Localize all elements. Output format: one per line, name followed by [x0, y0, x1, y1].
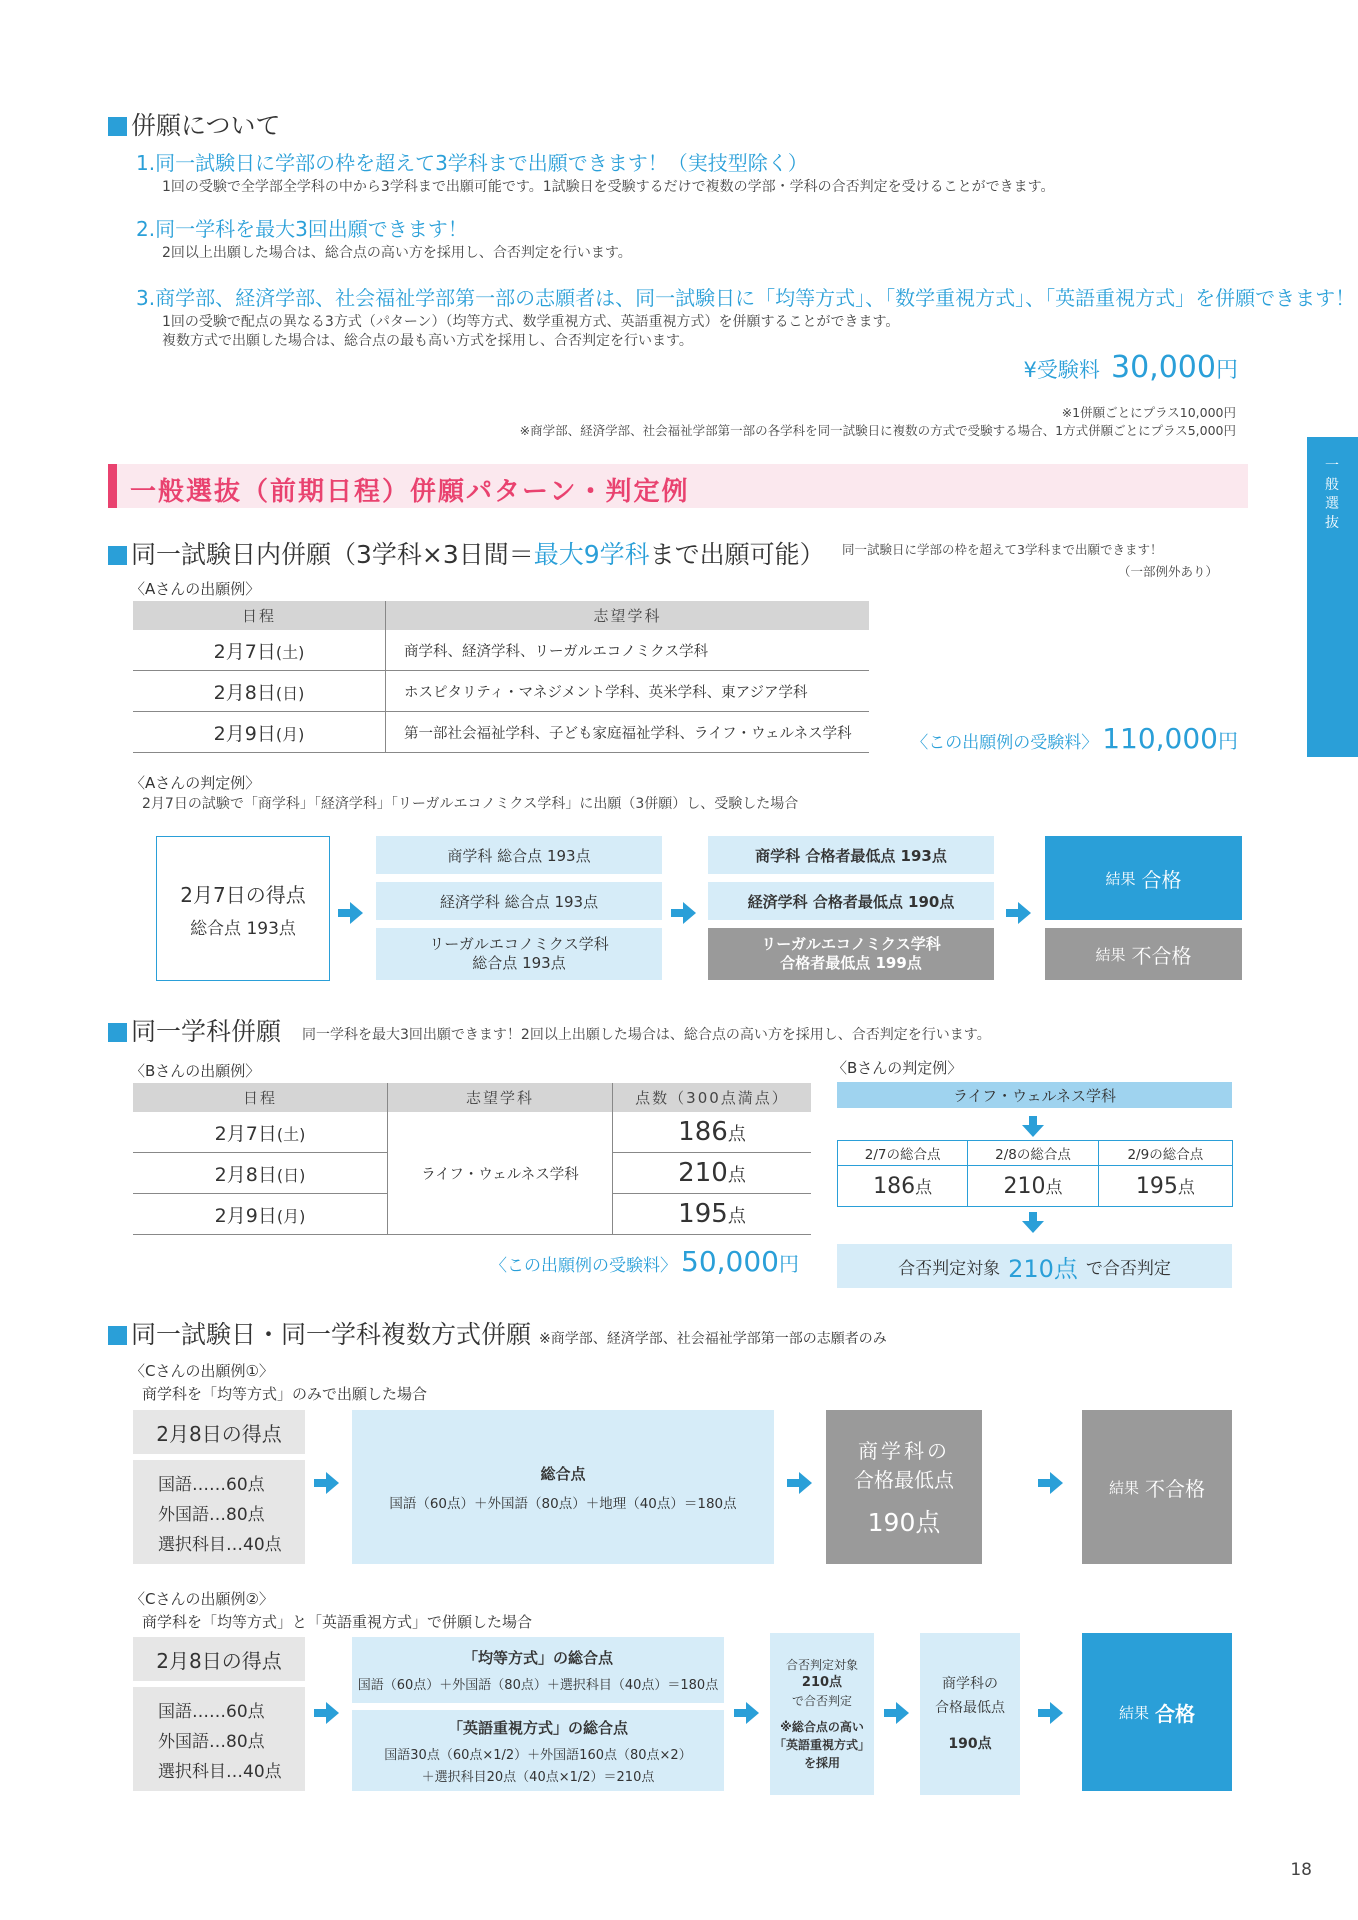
section-title-same-day: 同一試験日内併願（3学科×3日間＝最大9学科まで出願可能） — [108, 535, 825, 571]
square-bullet-icon — [108, 546, 127, 565]
header-dept: 志望学科 — [386, 601, 870, 630]
row-date: 2月7日(土) — [133, 1112, 388, 1153]
arrow-right-icon — [671, 902, 697, 924]
section-title-same-dept: 同一学科併願 — [108, 1012, 281, 1048]
arrow-down-icon — [1022, 1212, 1044, 1234]
score-line: 国語……60点 — [158, 1475, 265, 1495]
header-dept: 志望学科 — [388, 1083, 613, 1112]
banner-title: 一般選抜（前期日程）併願パターン・判定例 — [130, 477, 690, 507]
same-dept-desc: 同一学科を最大3回出願できます！2回以上出願した場合は、総合点の高い方を採用し、合否判定を行います。 — [302, 1027, 991, 1043]
judge-score: 195点 — [1135, 1174, 1195, 1199]
judge-b-label: 〈Bさんの判定例〉 — [832, 1059, 963, 1077]
arrow-right-icon — [314, 1472, 340, 1494]
arrow-right-icon — [734, 1702, 760, 1724]
item3-text2: 複数方式で出願した場合は、総合点の最も高い方式を採用し、合否判定を行います。 — [162, 333, 693, 349]
judge-a-desc: 2月7日の試験で「商学科」「経済学科」「リーガルエコノミクス学科」に出願（3併願）し、受験した場合 — [142, 796, 799, 812]
item1-title: 1.同一試験日に学部の枠を超えて3学科まで出願できます！（実技型除く） — [136, 151, 808, 175]
arrow-down-icon — [1022, 1116, 1044, 1138]
example-a-label: 〈Aさんの出願例〉 — [130, 580, 261, 598]
fee-total: ¥受験料 30,000円 — [1023, 350, 1238, 385]
arrow-right-icon — [1038, 1472, 1064, 1494]
c2-english-total: 「英語重視方式」の総合点 国語30点（60点×1/2）＋外国語160点（80点×2） ＋選択科目20点（40点×1/2）＝210点 — [352, 1710, 724, 1791]
judge-a-label: 〈Aさんの判定例〉 — [130, 774, 261, 792]
table-row — [133, 671, 869, 712]
score-line: 選択科目…40点 — [158, 1535, 282, 1555]
judge-b-final: 合否判定対象 210点 で合否判定 — [837, 1244, 1232, 1288]
c1-total: 総合点 国語（60点）＋外国語（80点）＋地理（40点）＝180点 — [352, 1410, 774, 1564]
score-line: 国語……60点 — [158, 1702, 265, 1722]
score-economics: 経済学科 総合点 193点 — [376, 882, 662, 920]
example-b-fee: 〈この出願例の受験料〉 50,000円 — [490, 1245, 799, 1278]
example-b-table — [133, 1083, 811, 1235]
arrow-right-icon — [1038, 1702, 1064, 1724]
judge-header: 2/8の総合点 — [968, 1141, 1098, 1166]
row-dept: 第一部社会福祉学科、子ども家庭福祉学科、ライフ・ウェルネス学科 — [386, 712, 870, 753]
row-date: 2月8日(日) — [133, 1153, 388, 1194]
arrow-right-icon — [338, 902, 364, 924]
score-box-a: 2月7日の得点 総合点 193点 — [156, 836, 330, 981]
min-economics: 経済学科 合格者最低点 190点 — [708, 882, 994, 920]
arrow-right-icon — [884, 1702, 910, 1724]
square-bullet-icon — [108, 117, 127, 136]
square-bullet-icon — [108, 1023, 127, 1042]
row-date: 2月9日(月) — [133, 712, 386, 753]
judge-header: 2/7の総合点 — [838, 1141, 968, 1166]
example-c1-label: 〈Cさんの出願例①〉 — [130, 1362, 274, 1380]
c2-target: 合否判定対象 210点 で合否判定 ※総合点の高い 「英語重視方式」 を採用 — [770, 1633, 874, 1795]
item2-title: 2.同一学科を最大3回出願できます！ — [136, 217, 468, 241]
row-dept: ホスピタリティ・マネジメント学科、英米学科、東アジア学科 — [386, 671, 870, 712]
min-legal: リーガルエコノミクス学科 合格者最低点 199点 — [708, 928, 994, 980]
square-bullet-icon — [108, 1326, 127, 1345]
table-row — [133, 712, 869, 753]
item3-title: 3.商学部、経済学部、社会福祉学部第一部の志願者は、同一試験日に「均等方式」、「数学重視方式」、「英語重視方式」を併願できます！ — [136, 286, 1356, 310]
header-date: 日程 — [133, 601, 386, 630]
c1-min: 商学科の 合格最低点 190点 — [826, 1410, 982, 1564]
example-a-fee: 〈この出願例の受験料〉 110,000円 — [911, 722, 1238, 755]
side-tab[interactable] — [1307, 437, 1358, 757]
score-line: 外国語…80点 — [158, 1505, 265, 1525]
judge-header: 2/9の総合点 — [1098, 1141, 1232, 1166]
fee-note2: ※商学部、経済学部、社会福祉学部第一部の各学科を同一試験日に複数の方式で受験する場合、1方式併願ごとにプラス5,000円 — [519, 423, 1236, 438]
header-score: 点数（300点満点） — [613, 1083, 812, 1112]
example-c2-desc: 商学科を「均等方式」と「英語重視方式」で併願した場合 — [142, 1613, 533, 1631]
row-dept: 商学科、経済学科、リーガルエコノミクス学科 — [386, 630, 870, 671]
c1-score-title: 2月8日の得点 — [133, 1410, 305, 1454]
item3-text1: 1回の受験で配点の異なる3方式（パターン）（均等方式、数学重視方式、英語重視方式）を併願することができます。 — [162, 314, 900, 330]
arrow-right-icon — [314, 1702, 340, 1724]
c2-score-title: 2月8日の得点 — [133, 1637, 305, 1681]
c1-score-list — [133, 1460, 305, 1564]
header-date: 日程 — [133, 1083, 388, 1112]
section-title-multi-method: 同一試験日・同一学科複数方式併願 ※商学部、経済学部、社会福祉学部第一部の志願者のみ — [108, 1315, 887, 1351]
side-tab-label: 一般選抜 — [1325, 458, 1339, 531]
judge-b-table — [837, 1140, 1233, 1207]
table-row — [133, 1112, 811, 1153]
c1-result: 結果 不合格 — [1082, 1410, 1232, 1564]
row-score: 195点 — [613, 1194, 812, 1235]
section-banner — [108, 464, 1248, 508]
same-day-note1: 同一試験日に学部の枠を超えて3学科まで出願できます！ — [842, 542, 1163, 557]
page-number: 18 — [1290, 1860, 1312, 1880]
judge-score: 186点 — [838, 1166, 968, 1207]
example-c1-desc: 商学科を「均等方式」のみで出願した場合 — [142, 1385, 428, 1403]
c2-score-list — [133, 1687, 305, 1791]
min-commerce: 商学科 合格者最低点 193点 — [708, 836, 994, 874]
item1-text: 1回の受験で全学部全学科の中から3学科まで出願可能です。1試験日を受験するだけで複数の学部・学科の合否判定を受けることができます。 — [162, 179, 1055, 195]
c2-min: 商学科の 合格最低点 190点 — [920, 1633, 1020, 1795]
row-date: 2月7日(土) — [133, 630, 386, 671]
example-b-label: 〈Bさんの出願例〉 — [130, 1062, 261, 1080]
result-pass-a: 結果 合格 — [1045, 836, 1242, 920]
section-title-heigan: 併願について — [108, 106, 281, 142]
c2-result: 結果 合格 — [1082, 1633, 1232, 1791]
example-a-table — [133, 601, 869, 753]
table-row — [133, 630, 869, 671]
example-c2-label: 〈Cさんの出願例②〉 — [130, 1590, 274, 1608]
score-line: 選択科目…40点 — [158, 1762, 282, 1782]
row-score: 186点 — [613, 1112, 812, 1153]
row-score: 210点 — [613, 1153, 812, 1194]
row-dept: ライフ・ウェルネス学科 — [388, 1112, 613, 1235]
banner-accent — [108, 464, 117, 508]
score-legal: リーガルエコノミクス学科 総合点 193点 — [376, 928, 662, 980]
row-date: 2月8日(日) — [133, 671, 386, 712]
judge-score: 210点 — [968, 1166, 1098, 1207]
arrow-right-icon — [787, 1472, 813, 1494]
item2-text: 2回以上出願した場合は、総合点の高い方を採用し、合否判定を行います。 — [162, 245, 632, 261]
score-commerce: 商学科 総合点 193点 — [376, 836, 662, 874]
judge-b-dept: ライフ・ウェルネス学科 — [837, 1082, 1232, 1108]
arrow-right-icon — [1006, 902, 1032, 924]
score-line: 外国語…80点 — [158, 1732, 265, 1752]
same-day-note2: （一部例外あり） — [1117, 564, 1218, 579]
fee-note1: ※1併願ごとにプラス10,000円 — [1061, 405, 1236, 420]
result-fail-a: 結果 不合格 — [1045, 928, 1242, 980]
c2-kinto-total: 「均等方式」の総合点 国語（60点）＋外国語（80点）＋選択科目（40点）＝180点 — [352, 1637, 724, 1703]
row-date: 2月9日(月) — [133, 1194, 388, 1235]
